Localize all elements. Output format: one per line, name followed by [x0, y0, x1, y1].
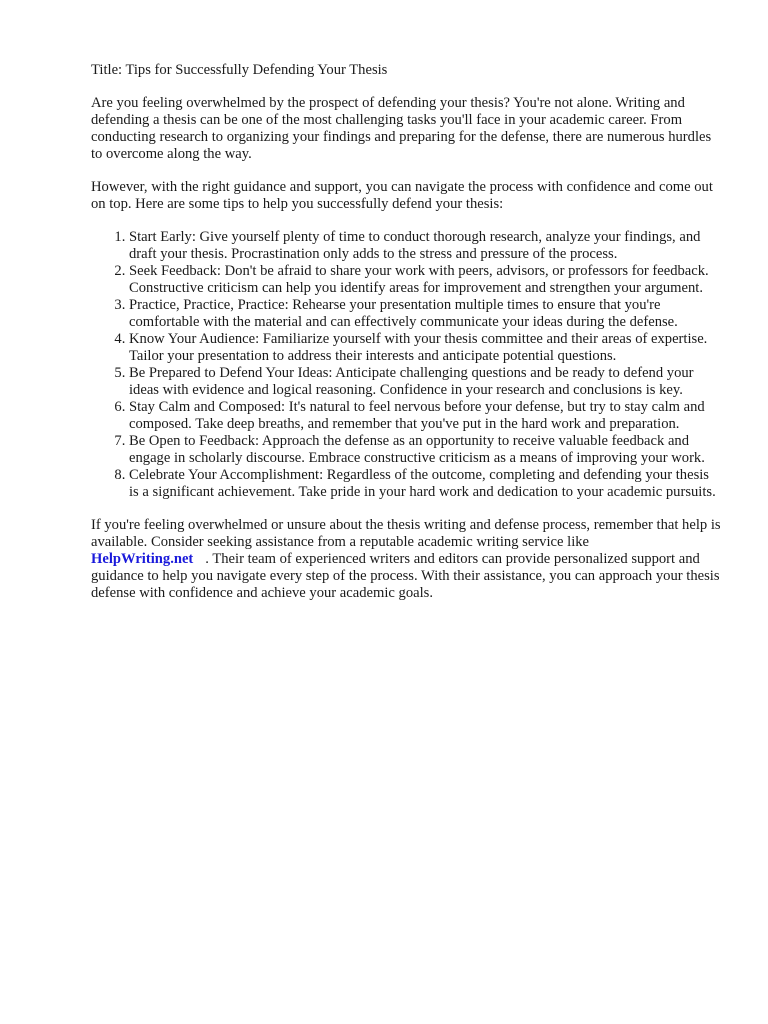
intro-paragraph: Are you feeling overwhelmed by the prospect of defending your thesis? You're not alone. Writing and defending a thesis can be one of the most challenging tasks you'll face in your academic career. From conducting research to organizing your findings and preparing for the defense, there are numerous hurdles to overcome along the way.: [91, 95, 712, 162]
tip-item: 8. Celebrate Your Accomplishment: Regardless of the outcome, completing and defending your thesis is a significant achievement. Take pride in your hard work and dedication to your academic pursuits.: [129, 467, 721, 501]
closing-paragraph: [91, 517, 721, 602]
tips-list: [91, 229, 721, 501]
tip-item: 4. Know Your Audience: Familiarize yourself with your thesis committee and their areas of expertise. Tailor your presentation to address their interests and anticipate potential questions.: [129, 331, 721, 365]
helpwriting-link[interactable]: HelpWriting.net: [91, 551, 194, 567]
tip-item: 1. Start Early: Give yourself plenty of time to conduct thorough research, analyze your findings, and draft your thesis. Procrastination only adds to the stress and pressure of the process.: [129, 229, 721, 263]
document-title: Title: Tips for Successfully Defending Your Thesis: [91, 62, 388, 78]
tip-item: 3. Practice, Practice, Practice: Rehearse your presentation multiple times to ensure that you're comfortable with the material and can effectively communicate your ideas during the defense.: [129, 297, 721, 331]
tip-item: 7. Be Open to Feedback: Approach the defense as an opportunity to receive valuable feedback and engage in scholarly discourse. Embrace constructive criticism as a means of improving your work.: [129, 433, 721, 467]
tip-item: 2. Seek Feedback: Don't be afraid to share your work with peers, advisors, or professors for feedback. Constructive criticism can help you identify areas for improvement and strengthen your argument.: [129, 263, 721, 297]
closing-text-before-link: If you're feeling overwhelmed or unsure about the thesis writing and defense process, remember that help is available. Consider seeking assistance from a reputable academic writing service like: [91, 517, 721, 550]
document-page: [91, 62, 721, 618]
lead-in-paragraph: However, with the right guidance and support, you can navigate the process with confidence and come out on top. Here are some tips to help you successfully defend your thesis:: [91, 179, 713, 212]
tip-item: 6. Stay Calm and Composed: It's natural to feel nervous before your defense, but try to stay calm and composed. Take deep breaths, and remember that you've put in the hard work and preparation.: [129, 399, 721, 433]
closing-text-after-link: . Their team of experienced writers and editors can provide personalized support and guidance to help you navigate every step of the process. With their assistance, you can approach your thesis defense with confidence and achieve your academic goals.: [91, 551, 720, 601]
tip-item: 5. Be Prepared to Defend Your Ideas: Anticipate challenging questions and be ready to defend your ideas with evidence and logical reasoning. Confidence in your research and conclusions is key.: [129, 365, 721, 399]
